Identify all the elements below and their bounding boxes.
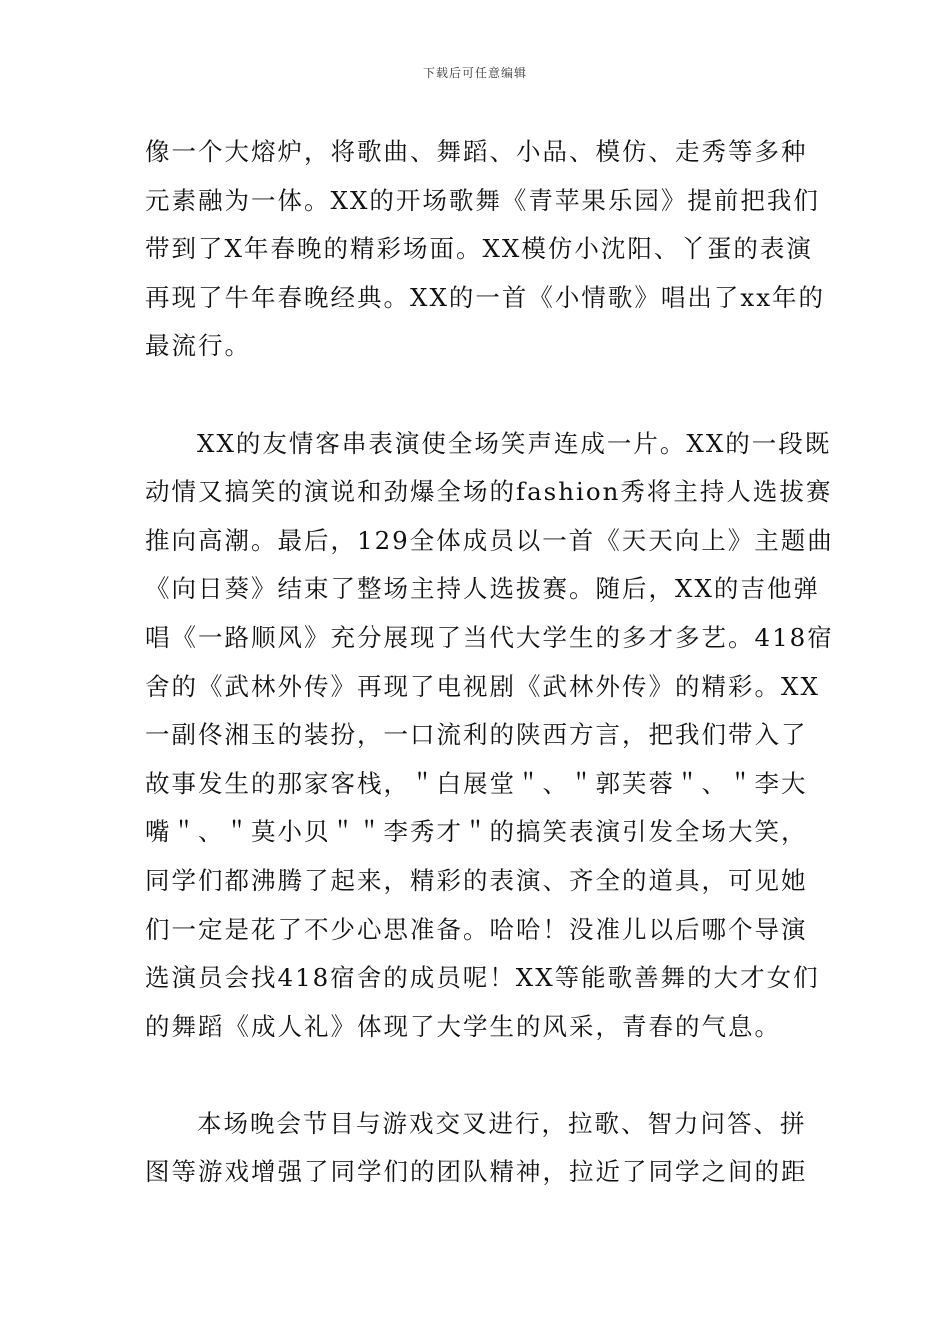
paragraph-2 [145, 420, 834, 1052]
text-line-first: 本场晚会节目与游戏交叉进行，拉歌、智力问答、拼 [197, 1108, 807, 1138]
paragraph-spacer [145, 1051, 810, 1100]
text-line: 再现了牛年春晚经典。XX的一首《小情歌》唱出了xx年的 [145, 282, 826, 312]
text-line: 动情又搞笑的演说和劲爆全场的fashion秀将主持人选拔赛 [145, 477, 833, 507]
text-line: 图等游戏增强了同学们的团队精神，拉近了同学之间的距 [145, 1157, 808, 1187]
text-line: 唱《一路顺风》充分展现了当代大学生的多才多艺。418宿 [145, 622, 834, 652]
text-line-first: XX的友情客串表演使全场笑声连成一片。XX的一段既 [197, 428, 832, 458]
text-line: 舍的《武林外传》再现了电视剧《武林外传》的精彩。XX [145, 671, 820, 701]
text-line: 同学们都沸腾了起来，精彩的表演、齐全的道具，可见她 [145, 865, 808, 895]
page-header: 下载后可任意编辑 [422, 66, 527, 80]
text-line: 的舞蹈《成人礼》体现了大学生的风采，青春的气息。 [145, 1011, 781, 1041]
text-line: 《向日葵》结束了整场主持人选拔赛。随后，XX的吉他弹 [145, 574, 820, 604]
text-line: 元素融为一体。XX的开场歌舞《青苹果乐园》提前把我们 [145, 185, 820, 215]
paragraph-3 [145, 1100, 810, 1197]
text-line: 一副佟湘玉的装扮，一口流利的陕西方言，把我们带入了 [145, 720, 808, 750]
text-line: 故事发生的那家客栈，＂白展堂＂、＂郭芙蓉＂、＂李大 [145, 768, 808, 798]
text-line: 带到了X年春晚的精彩场面。XX模仿小沈阳、丫蛋的表演 [145, 234, 813, 264]
text-line: 们一定是花了不少心思准备。哈哈！没准儿以后哪个导演 [145, 914, 808, 944]
text-line: 嘴＂、＂莫小贝＂＂李秀才＂的搞笑表演引发全场大笑， [145, 817, 808, 847]
document-body [145, 128, 834, 1197]
paragraph-1 [145, 128, 826, 371]
text-line: 选演员会找418宿舍的成员呢！XX等能歌善舞的大才女们 [145, 963, 820, 993]
text-line: 最流行。 [145, 331, 251, 361]
paragraph-spacer [145, 371, 810, 420]
text-line: 推向高潮。最后，129全体成员以一首《天天向上》主题曲 [145, 525, 834, 555]
text-line: 像一个大熔炉，将歌曲、舞蹈、小品、模仿、走秀等多种 [145, 137, 808, 166]
